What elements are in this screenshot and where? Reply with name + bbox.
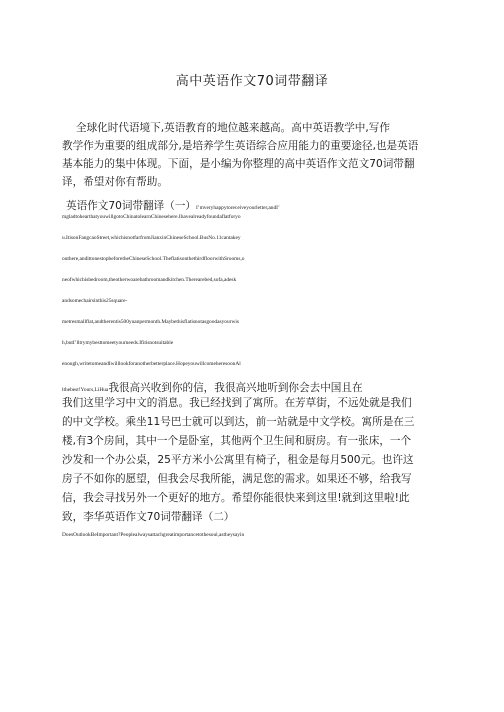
essay1-line: outhere,andittonestopbeforetheChineseSchool.TheflatisonthethirdfloorwithSrooms,o xyxy=(62,256,245,262)
translation-line: 致，李华英语作文70词带翻译（二） xyxy=(62,511,235,523)
intro-line: 全球化时代语境下,英语教育的地位越来越高。高中英语教学中,写作 xyxy=(76,122,390,134)
intro-line: 教学作为重要的组成部分,是培养学生英语综合应用能力的重要途径,也是英语 xyxy=(62,140,419,152)
essay1-heading xyxy=(66,194,448,213)
essay1-heading-label: 英语作文70词带翻译（一） xyxy=(66,200,197,212)
essay1-line: mgladtohearthatyouwillgotoChinatolearnChinesehere.Ihavealreadyfoundaflatforyo xyxy=(62,214,241,220)
essay1-translation-start: 我很高兴收到你的信，我很高兴地听到你会去中国且在 xyxy=(108,382,363,394)
intro-line: 译，希望对你有帮助。 xyxy=(62,176,168,188)
translation-line: 信，我会寻找另外一个更好的地方。希望你能很快来到这里!就到这里啦!此 xyxy=(62,492,410,504)
translation-line: 房子不如你的愿望，但我会尽我所能，满足您的需求。如果还不够，给我写 xyxy=(62,473,412,485)
translation-line: 楼,有3个房间，其中一个是卧室，其他两个卫生间和厨房。有一张床，一个 xyxy=(62,435,412,447)
essay1-closing-en: lthebest!Yours,LiHua xyxy=(62,387,109,393)
essay1-line: metresmallflat,andtherentis500yuanpermonth.Maybethisflatisnotasgoodasyourwis xyxy=(62,319,239,325)
essay1-heading-tail: I’mveryhappytoreceiveyourletter,andI’ xyxy=(196,205,280,211)
intro-line: 基本能力的集中体现。下面，是小编为你整理的高中英语作文范文70词带翻 xyxy=(62,158,415,170)
translation-line: 我们这里学习中文的消息。我已经找到了寓所。在芳草街，不远处就是我们 xyxy=(62,397,412,409)
essay1-line: neofwhichisbedroom,theotherwoarebathroomandkitchen.Therearebed,sofa,adesk xyxy=(62,277,237,283)
essay2-line: DoesOutlookBeImportant?Peoplealwaysattachgreatimportancetothesoul,astheysayin xyxy=(62,532,245,538)
translation-line: 沙发和一个办公桌，25平方米小公寓里有椅子，租金是每月500元。也许这 xyxy=(62,454,414,466)
translation-line: 的中文学校。乘坐11号巴士就可以到达，前一站就是中文学校。寓所是在三 xyxy=(62,416,415,428)
essay1-line: u.ItisonFangcaoStreet,whichisnotfarfromJianxinChineseSchool.BusNo.11cantakey xyxy=(62,235,241,241)
page-title: 高中英语作文70词带翻译 xyxy=(175,74,329,89)
essay1-line: andsomechairsinthis25square- xyxy=(62,298,128,304)
essay1-line: enough,writetomeandIwilllookforanotherbetterplace.HopeyouwillcomeheresoonAl xyxy=(62,361,241,367)
essay1-line: h,butI’lltrymybesttomeetyourneeds.Ifitisnotsuitable xyxy=(62,340,174,346)
essay1-closing xyxy=(62,376,444,395)
